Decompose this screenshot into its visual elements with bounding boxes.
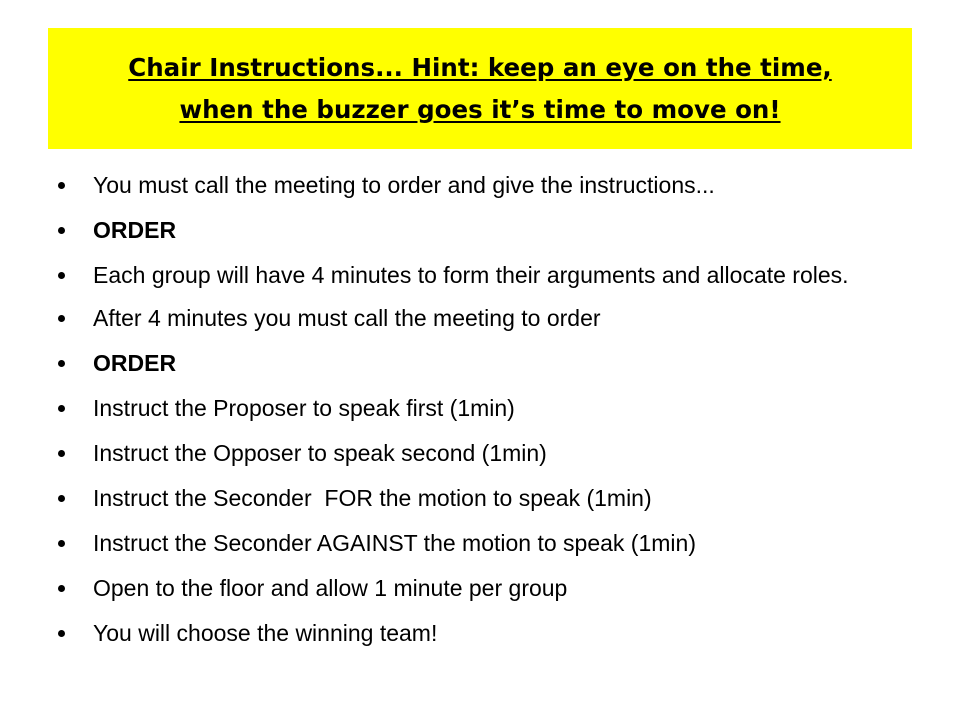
- bullet-icon: [58, 360, 65, 367]
- list-item-text: ORDER: [93, 217, 177, 243]
- list-item: [58, 618, 918, 649]
- list-item: [58, 303, 918, 334]
- list-item-text: Instruct the Seconder AGAINST the motion to speak (1min): [93, 530, 696, 556]
- list-item: [58, 528, 918, 559]
- list-item-text: You must call the meeting to order and give the instructions...: [93, 172, 715, 198]
- title-banner: [48, 28, 912, 149]
- title-line-2: when the buzzer goes it’s time to move on!: [179, 94, 781, 124]
- list-item-text: Instruct the Proposer to speak first (1min): [93, 395, 515, 421]
- list-item: [58, 438, 918, 469]
- bullet-icon: [58, 495, 65, 502]
- slide-title: [128, 47, 832, 131]
- list-item: [58, 483, 918, 514]
- instruction-list: [58, 170, 918, 663]
- list-item-text: Instruct the Seconder FOR the motion to speak (1min): [93, 485, 652, 511]
- list-item: [58, 260, 918, 291]
- bullet-icon: [58, 315, 65, 322]
- list-item-text: Instruct the Opposer to speak second (1min): [93, 440, 547, 466]
- bullet-icon: [58, 227, 65, 234]
- bullet-icon: [58, 585, 65, 592]
- list-item-text: You will choose the winning team!: [93, 620, 438, 646]
- list-item-text: ORDER: [93, 350, 177, 376]
- list-item-text: After 4 minutes you must call the meeting to order: [93, 305, 601, 331]
- list-item: [58, 573, 918, 604]
- list-item: [58, 348, 918, 379]
- list-item-text: Open to the floor and allow 1 minute per group: [93, 575, 568, 601]
- list-item: [58, 215, 918, 246]
- title-line-1: Chair Instructions... Hint: keep an eye on the time,: [128, 52, 832, 82]
- list-item: [58, 170, 918, 201]
- list-item: [58, 393, 918, 424]
- bullet-icon: [58, 540, 65, 547]
- bullet-icon: [58, 182, 65, 189]
- list-item-text: Each group will have 4 minutes to form their arguments and allocate roles.: [93, 262, 849, 288]
- bullet-icon: [58, 450, 65, 457]
- bullet-icon: [58, 272, 65, 279]
- bullet-icon: [58, 405, 65, 412]
- bullet-icon: [58, 630, 65, 637]
